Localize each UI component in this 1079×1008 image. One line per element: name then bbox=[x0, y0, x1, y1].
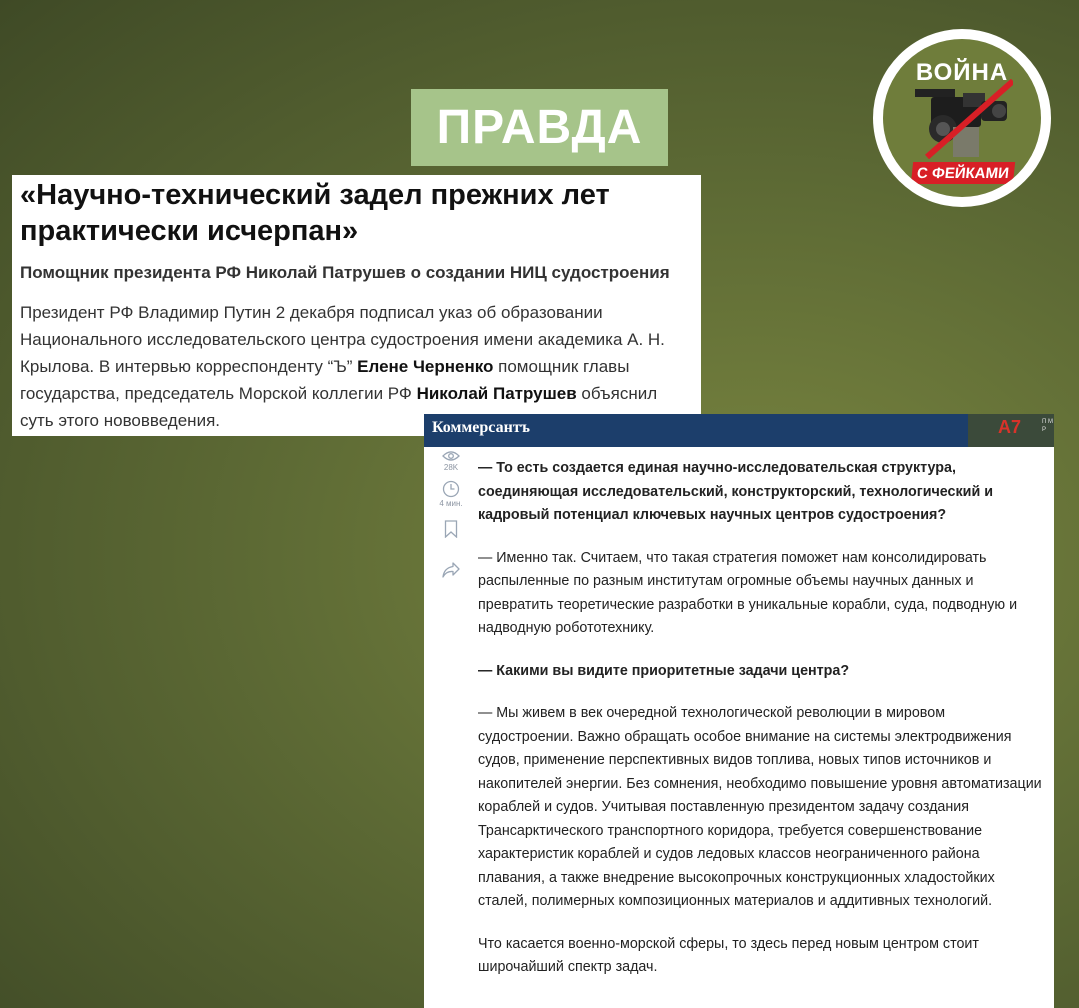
logo-top-text: ВОЙНА bbox=[915, 59, 1009, 86]
article-title: «Научно-технический задел прежних лет практически исчерпан» bbox=[20, 179, 610, 247]
video-camera-icon bbox=[913, 79, 1013, 159]
question-2: — Какими вы видите приоритетные задачи центра? bbox=[478, 662, 850, 679]
eye-icon bbox=[442, 450, 460, 462]
article-card-patrushev bbox=[12, 175, 701, 436]
bookmark-icon[interactable] bbox=[444, 520, 458, 538]
answer-2: — Мы живем в век очередной технологической революции в мировом судостроении. Важно обращать особое внимание на системы электродвижения судов, применение перспективных видов топлива, новых типов источников и накопителей энергии. Без сомнения, необходимо повышение уровня автоматизации кораблей и судов. Учитывая поставленную президентом задачу создания Трансарктического транспортного коридора, требуется совершенствование характеристик кораблей и судов ледовых классов неограниченного района плавания, а также внедрение высокопрочных конструкционных хладостойких сталей, полимерных композиционных материалов и аддитивных технологий. bbox=[478, 705, 1042, 909]
read-time: 4 мин. bbox=[439, 499, 463, 508]
lead-name-chernenko: Елене Черненко bbox=[357, 357, 494, 376]
voyna-s-feykami-logo bbox=[873, 29, 1051, 207]
interview-body bbox=[478, 457, 1044, 999]
header-ad-banner[interactable] bbox=[968, 414, 1054, 447]
lead-name-patrushev: Николай Патрушев bbox=[416, 384, 577, 403]
kommersant-article-card bbox=[424, 414, 1054, 1008]
kommersant-header bbox=[424, 414, 1054, 447]
answer-3: Что касается военно-морской сферы, то здесь перед новым центром стоит широчайший спектр задач. bbox=[478, 935, 979, 975]
verdict-label: ПРАВДА bbox=[411, 89, 668, 166]
article-side-toolbar bbox=[434, 450, 468, 578]
ad-text: П М Р bbox=[1042, 419, 1053, 433]
lead-text-1: Президент РФ Владимир Путин 2 декабря подписал указ об образовании Национального исследовательского центра судостроения имени академика А. Н. Крылова. В интервью корреспонденту “Ъ” bbox=[20, 303, 665, 376]
question-1: — То есть создается единая научно-исследовательская структура, соединяющая исследовательский, конструкторский, технологический и кадровый потенциал ключевых научных центров судостроения? bbox=[478, 460, 993, 523]
clock-icon bbox=[442, 480, 460, 498]
lead-text-2: помощник главы государства, председатель Морской коллегии РФ bbox=[20, 357, 630, 403]
views-count: 28K bbox=[443, 463, 459, 472]
ad-badge: А7 bbox=[998, 417, 1022, 437]
lead-text-3: объяснил суть этого нововведения. bbox=[20, 384, 658, 430]
logo-bottom-text: С ФЕЙКАМИ bbox=[911, 162, 1015, 184]
kommersant-logo[interactable]: Коммерсантъ bbox=[432, 419, 530, 436]
article-subtitle: Помощник президента РФ Николай Патрушев о создании НИЦ судостроения bbox=[20, 263, 670, 282]
share-icon[interactable] bbox=[442, 562, 460, 578]
answer-1: — Именно так. Считаем, что такая стратегия поможет нам консолидировать распыленные по разным институтам огромные объемы научных данных и превратить теоретические разработки в уникальные корабли, суда, подводную и надводную робототехнику. bbox=[478, 549, 1018, 636]
